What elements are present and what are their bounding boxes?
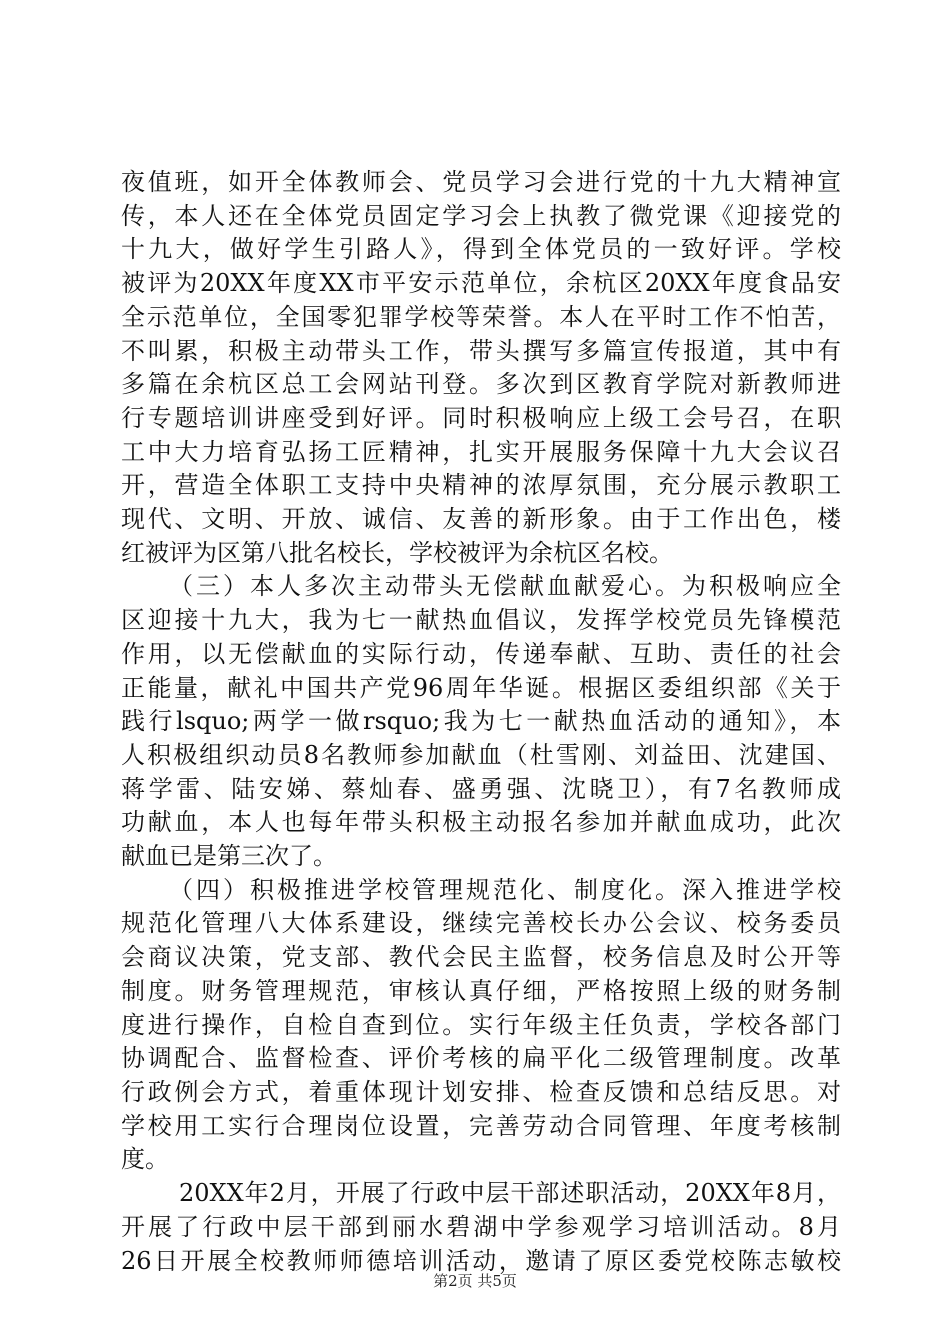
text-line: 蒋学雷、陆安娣、蔡灿春、盛勇强、沈晓卫），有7名教师成	[121, 774, 841, 803]
text-line: 多篇在余杭区总工会网站刊登。多次到区教育学院对新教师进	[121, 370, 841, 399]
text-line: 行政例会方式，着重体现计划安排、检查反馈和总结反思。对	[121, 1077, 841, 1106]
text-line: 红被评为区第八批名校长，学校被评为余杭区名校。	[121, 538, 673, 567]
text-line: 不叫累，积极主动带头工作，带头撰写多篇宣传报道，其中有	[121, 336, 841, 365]
paragraph-start-line: （四）积极推进学校管理规范化、制度化。深入推进学校	[169, 875, 841, 904]
page-footer	[0, 1270, 950, 1291]
text-line: 协调配合、监督检查、评价考核的扁平化二级管理制度。改革	[121, 1044, 841, 1073]
text-line: 献血已是第三次了。	[121, 842, 337, 871]
text-line: 度。	[121, 1145, 169, 1174]
text-line: 开展了行政中层干部到丽水碧湖中学参观学习培训活动。8月	[121, 1212, 841, 1241]
text-line: 26日开展全校教师师德培训活动，邀请了原区委党校陈志敏校	[121, 1246, 841, 1275]
text-line: 夜值班，如开全体教师会、党员学习会进行党的十九大精神宣	[121, 168, 841, 196]
text-line: 十九大，做好学生引路人》，得到全体党员的一致好评。学校	[121, 235, 841, 264]
text-line: 人积极组织动员8名教师参加献血（杜雪刚、刘益田、沈建国、	[121, 740, 841, 769]
paragraph-start-line: 20XX年2月，开展了行政中层干部述职活动，20XX年8月，	[179, 1179, 841, 1208]
page-number-label: 第2页 共5页	[433, 1272, 517, 1290]
document-body	[121, 166, 841, 1278]
text-line: 被评为20XX年度XX市平安示范单位，余杭区20XX年度食品安	[121, 269, 841, 298]
text-line: 传，本人还在全体党员固定学习会上执教了微党课《迎接党的	[121, 201, 841, 230]
text-line: 行专题培训讲座受到好评。同时积极响应上级工会号召，在职	[121, 403, 841, 432]
text-line: 区迎接十九大，我为七一献热血倡议，发挥学校党员先锋模范	[121, 606, 841, 635]
text-line: 作用，以无偿献血的实际行动，传递奉献、互助、责任的社会	[121, 639, 841, 668]
paragraph-start-line: （三）本人多次主动带头无偿献血献爱心。为积极响应全	[169, 572, 841, 601]
text-line: 学校用工实行合理岗位设置，完善劳动合同管理、年度考核制	[121, 1111, 841, 1140]
text-line: 工中大力培育弘扬工匠精神，扎实开展服务保障十九大会议召	[121, 437, 841, 466]
text-line: 度进行操作，自检自查到位。实行年级主任负责，学校各部门	[121, 1010, 841, 1039]
text-line: 会商议决策，党支部、教代会民主监督，校务信息及时公开等	[121, 943, 841, 972]
text-line: 践行lsquo;两学一做rsquo;我为七一献热血活动的通知》，本	[121, 707, 841, 736]
text-line: 开，营造全体职工支持中央精神的浓厚氛围，充分展示教职工	[121, 471, 841, 500]
text-line: 现代、文明、开放、诚信、友善的新形象。由于工作出色，楼	[121, 505, 841, 534]
text-line: 规范化管理八大体系建设，继续完善校长办公会议、校务委员	[121, 909, 841, 938]
text-line: 功献血，本人也每年带头积极主动报名参加并献血成功，此次	[121, 808, 841, 837]
text-line: 制度。财务管理规范，审核认真仔细，严格按照上级的财务制	[121, 976, 841, 1005]
text-line: 正能量，献礼中国共产党96周年华诞。根据区委组织部《关于	[121, 673, 841, 702]
text-line: 全示范单位，全国零犯罪学校等荣誉。本人在平时工作不怕苦，	[121, 302, 841, 331]
